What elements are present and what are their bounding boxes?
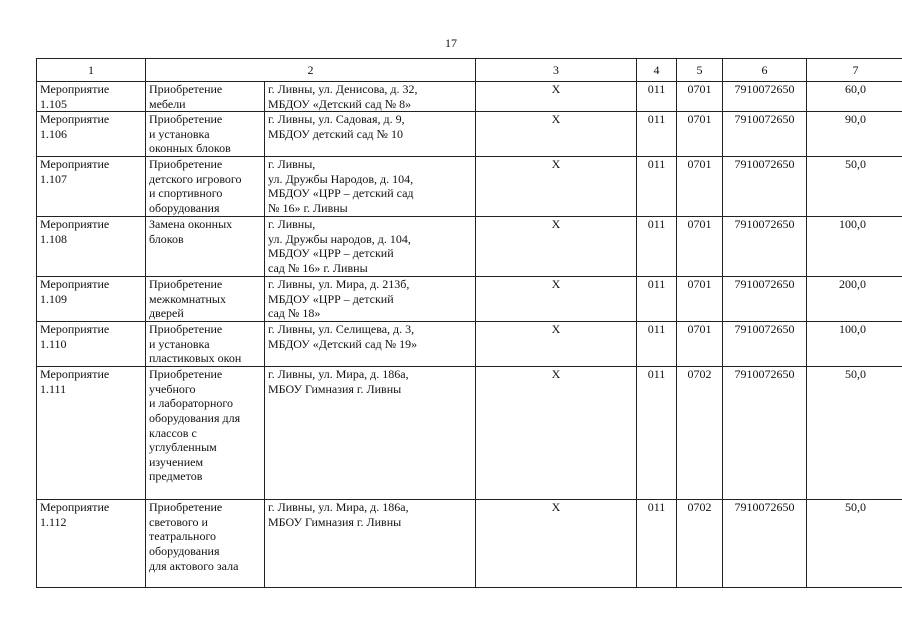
col7-cell: 50,0 xyxy=(807,367,902,500)
header-col-7: 7 xyxy=(807,59,902,82)
col4-cell: 011 xyxy=(637,157,677,217)
col5-cell: 0702 xyxy=(677,367,723,500)
table-row xyxy=(37,112,902,157)
page-number: 17 xyxy=(445,36,457,50)
activity-cell: Мероприятие 1.112 xyxy=(37,500,146,588)
header-col-5: 5 xyxy=(677,59,723,82)
col4-cell: 011 xyxy=(637,500,677,588)
col5-cell: 0701 xyxy=(677,322,723,367)
table-row xyxy=(37,157,902,217)
description-cell: Приобретение мебели xyxy=(146,82,265,112)
description-cell: Приобретение межкомнатных дверей xyxy=(146,277,265,322)
header-col-4: 4 xyxy=(637,59,677,82)
col5-cell: 0701 xyxy=(677,157,723,217)
col7-cell: 50,0 xyxy=(807,157,902,217)
table-row xyxy=(37,277,902,322)
col4-cell: 011 xyxy=(637,217,677,277)
description-cell: Приобретение учебного и лабораторного оборудования для классов с углубленным изучением предметов xyxy=(146,367,265,500)
col3-cell: Х xyxy=(476,322,637,367)
activity-cell: Мероприятие 1.106 xyxy=(37,112,146,157)
col3-cell: Х xyxy=(476,277,637,322)
table-row xyxy=(37,367,902,500)
col7-cell: 200,0 xyxy=(807,277,902,322)
col5-cell: 0701 xyxy=(677,82,723,112)
header-col-1: 1 xyxy=(37,59,146,82)
address-cell: г. Ливны, ул. Мира, д. 186а, МБОУ Гимназия г. Ливны xyxy=(265,500,476,588)
address-cell: г. Ливны, ул. Садовая, д. 9, МБДОУ детский сад № 10 xyxy=(265,112,476,157)
col3-cell: Х xyxy=(476,157,637,217)
col6-cell: 7910072650 xyxy=(723,112,807,157)
table-row xyxy=(37,500,902,588)
activity-cell: Мероприятие 1.108 xyxy=(37,217,146,277)
activity-cell: Мероприятие 1.107 xyxy=(37,157,146,217)
activities-table xyxy=(36,58,902,588)
address-cell: г. Ливны, ул. Мира, д. 213б, МБДОУ «ЦРР – детский сад № 18» xyxy=(265,277,476,322)
table-row xyxy=(37,322,902,367)
activity-cell: Мероприятие 1.110 xyxy=(37,322,146,367)
header-row xyxy=(37,59,902,82)
col7-cell: 90,0 xyxy=(807,112,902,157)
col7-cell: 100,0 xyxy=(807,217,902,277)
col3-cell: Х xyxy=(476,217,637,277)
col5-cell: 0701 xyxy=(677,277,723,322)
col3-cell: Х xyxy=(476,500,637,588)
address-cell: г. Ливны, ул. Дружбы Народов, д. 104, МБДОУ «ЦРР – детский сад № 16» г. Ливны xyxy=(265,157,476,217)
col7-cell: 60,0 xyxy=(807,82,902,112)
address-cell: г. Ливны, ул. Дружбы народов, д. 104, МБДОУ «ЦРР – детский сад № 16» г. Ливны xyxy=(265,217,476,277)
table-row xyxy=(37,82,902,112)
address-cell: г. Ливны, ул. Мира, д. 186а, МБОУ Гимназия г. Ливны xyxy=(265,367,476,500)
address-cell: г. Ливны, ул. Селищева, д. 3, МБДОУ «Детский сад № 19» xyxy=(265,322,476,367)
description-cell: Приобретение детского игрового и спортивного оборудования xyxy=(146,157,265,217)
description-cell: Приобретение и установка оконных блоков xyxy=(146,112,265,157)
col6-cell: 7910072650 xyxy=(723,217,807,277)
description-cell: Приобретение светового и театрального оборудования для актового зала xyxy=(146,500,265,588)
col3-cell: Х xyxy=(476,112,637,157)
col7-cell: 100,0 xyxy=(807,322,902,367)
col5-cell: 0702 xyxy=(677,500,723,588)
col4-cell: 011 xyxy=(637,367,677,500)
table-row xyxy=(37,217,902,277)
header-col-3: 3 xyxy=(476,59,637,82)
description-cell: Приобретение и установка пластиковых окон xyxy=(146,322,265,367)
activity-cell: Мероприятие 1.111 xyxy=(37,367,146,500)
activity-cell: Мероприятие 1.105 xyxy=(37,82,146,112)
col7-cell: 50,0 xyxy=(807,500,902,588)
activity-cell: Мероприятие 1.109 xyxy=(37,277,146,322)
description-cell: Замена оконных блоков xyxy=(146,217,265,277)
col5-cell: 0701 xyxy=(677,217,723,277)
address-cell: г. Ливны, ул. Денисова, д. 32, МБДОУ «Детский сад № 8» xyxy=(265,82,476,112)
header-col-2: 2 xyxy=(146,59,476,82)
col4-cell: 011 xyxy=(637,277,677,322)
col4-cell: 011 xyxy=(637,82,677,112)
col5-cell: 0701 xyxy=(677,112,723,157)
col6-cell: 7910072650 xyxy=(723,277,807,322)
header-col-6: 6 xyxy=(723,59,807,82)
col6-cell: 7910072650 xyxy=(723,82,807,112)
col6-cell: 7910072650 xyxy=(723,367,807,500)
col6-cell: 7910072650 xyxy=(723,157,807,217)
col6-cell: 7910072650 xyxy=(723,500,807,588)
col3-cell: Х xyxy=(476,367,637,500)
col4-cell: 011 xyxy=(637,322,677,367)
col4-cell: 011 xyxy=(637,112,677,157)
col3-cell: Х xyxy=(476,82,637,112)
col6-cell: 7910072650 xyxy=(723,322,807,367)
